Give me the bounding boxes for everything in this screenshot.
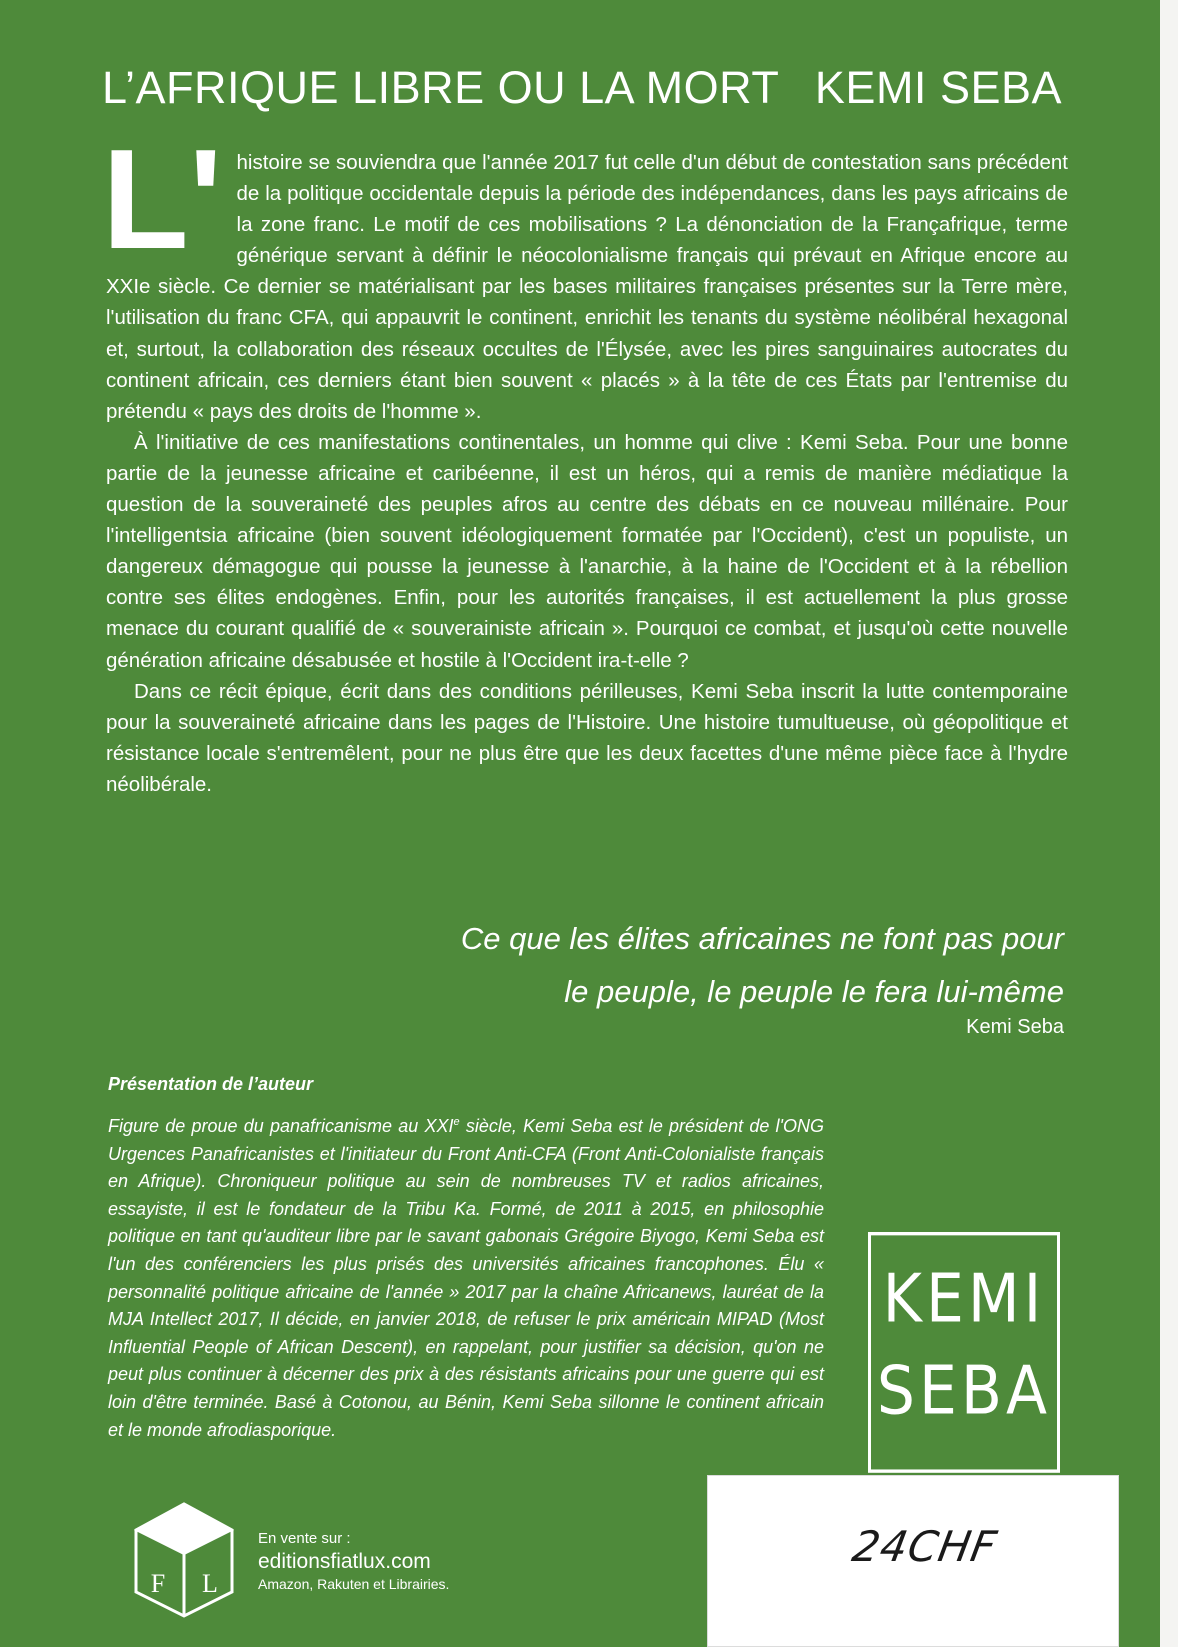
- title-row: [102, 62, 1062, 122]
- sale-info: [258, 1530, 449, 1593]
- synopsis-paragraph-1: [102, 120, 1068, 427]
- about-author-heading: Présentation de l’auteur: [108, 1074, 314, 1094]
- pull-quote: [304, 912, 1064, 1018]
- quote-line-1: Ce que les élites africaines ne font pas pour: [460, 921, 1064, 956]
- logo-line-2: SEBA: [876, 1351, 1052, 1431]
- synopsis-paragraph-3: Dans ce récit épique, écrit dans des conditions périlleuses, Kemi Seba inscrit la lutte contemporaine pour la souveraineté africaine dans les pages de l'Histoire. Une histoire tumultueuse, où géopolitique et résistance locale s'entremêlent, pour ne plus être que les deux facettes d'une même pièce face à l'hydre néolibérale.: [106, 679, 1068, 796]
- sale-label: En vente sur :: [258, 1530, 351, 1547]
- quote-line-2: le peuple, le peuple le fera lui-même: [564, 974, 1064, 1009]
- sale-stores: Amazon, Rakuten et Librairies.: [258, 1576, 450, 1592]
- author-name: KEMI SEBA: [814, 62, 1062, 113]
- fiat-lux-logo: [128, 1500, 240, 1620]
- logo-letter-l: L: [202, 1569, 218, 1598]
- page-edge: [1160, 0, 1178, 1647]
- drop-cap: L': [102, 120, 223, 279]
- logo-line-1: KEMI: [882, 1260, 1046, 1339]
- synopsis-paragraph-2: À l'initiative de ces manifestations continentales, un homme qui clive : Kemi Seba. Pour une bonne partie de la jeunesse africaine et caribéenne, il est un héros, qui a remis de manière médiatique la question de la souveraineté des peuples afros au centre des débats en ce nouveau millénaire. Pour l'intelligentsia africaine (bien souvent idéologiquement formatée par l'Occident), c'est un populiste, un dangereux démagogue qui pousse la jeunesse à l'anarchie, à la haine de l'Occident et à la rébellion contre ses élites endogènes. Enfin, pour les autorités françaises, il est actuellement la plus grosse menace du courant qualifié de « souverainiste africain ». Pourquoi ce combat, et jusqu'où cette nouvelle génération africaine désabusée et hostile à l'Occident ira-t-elle ?: [106, 430, 1068, 672]
- kemi-seba-logo: [868, 1232, 1060, 1473]
- handwritten-price: 24CHF: [848, 1522, 1001, 1571]
- synopsis: [102, 120, 1068, 800]
- book-title: L’AFRIQUE LIBRE OU LA MORT: [102, 62, 780, 113]
- logo-letter-f: F: [150, 1569, 166, 1598]
- author-bio-part-2: siècle, Kemi Seba est le président de l'ONG Urgences Panafricanistes et l'initiateur du Front Anti-CFA (Front Anti-Colonialiste français en Afrique). Chroniqueur politique au sein de nombreuses TV et radios africaines, essayiste, il est le fondateur de la Tribu Ka. Formé, de 2011 à 2015, en philosophie politique en tant qu'auditeur libre par le savant gabonais Grégoire Biyogo, Kemi Seba est l'un des conférenciers les plus prisés des universités africaines francophones. Élu « personnalité politique africaine de l'année » 2017 par la chaîne Africanews, lauréat de la MJA Intellect 2017, Il décide, en janvier 2018, de refuser le prix américain MIPAD (Most Influential People of African Descent), en rappelant, pour justifier sa décision, qu'on ne peut plus continuer à décerner des prix à des résistants africains pour une guerre qui est loin d'être terminée. Basé à Cotonou, au Bénin, Kemi Seba sillonne le continent africain et le monde afrodiasporique.: [108, 1116, 824, 1440]
- synopsis-paragraph-1-text: histoire se souviendra que l'année 2017 fut celle d'un début de contestation sans précédent de la politique occidentale depuis la période des indépendances, dans les pays africains de la zone franc. Le motif de ces mobilisations ? La dénonciation de la Françafrique, terme générique servant à définir le néocolonialisme français qui prévaut en Afrique encore au XXIe siècle. Ce dernier se matérialisant par les bases militaires françaises présentes sur la Terre mère, l'utilisation du franc CFA, qui appauvrit le continent, enrichit les tenants du système néolibéral hexagonal et, surtout, la collaboration des réseaux occultes de l'Élysée, avec les pires sanguinaires autocrates du continent africain, ces derniers étant bien souvent « placés » à la tête de ces États par l'entremise du prétendu « pays des droits de l'homme ».: [106, 151, 1068, 423]
- century-superscript: e: [453, 1116, 460, 1128]
- price-sticker: [707, 1475, 1119, 1647]
- author-bio-part-1: Figure de proue du panafricanisme au XXI: [108, 1116, 454, 1136]
- publisher-website: editionsfiatlux.com: [258, 1550, 431, 1573]
- quote-author: Kemi Seba: [966, 1016, 1064, 1038]
